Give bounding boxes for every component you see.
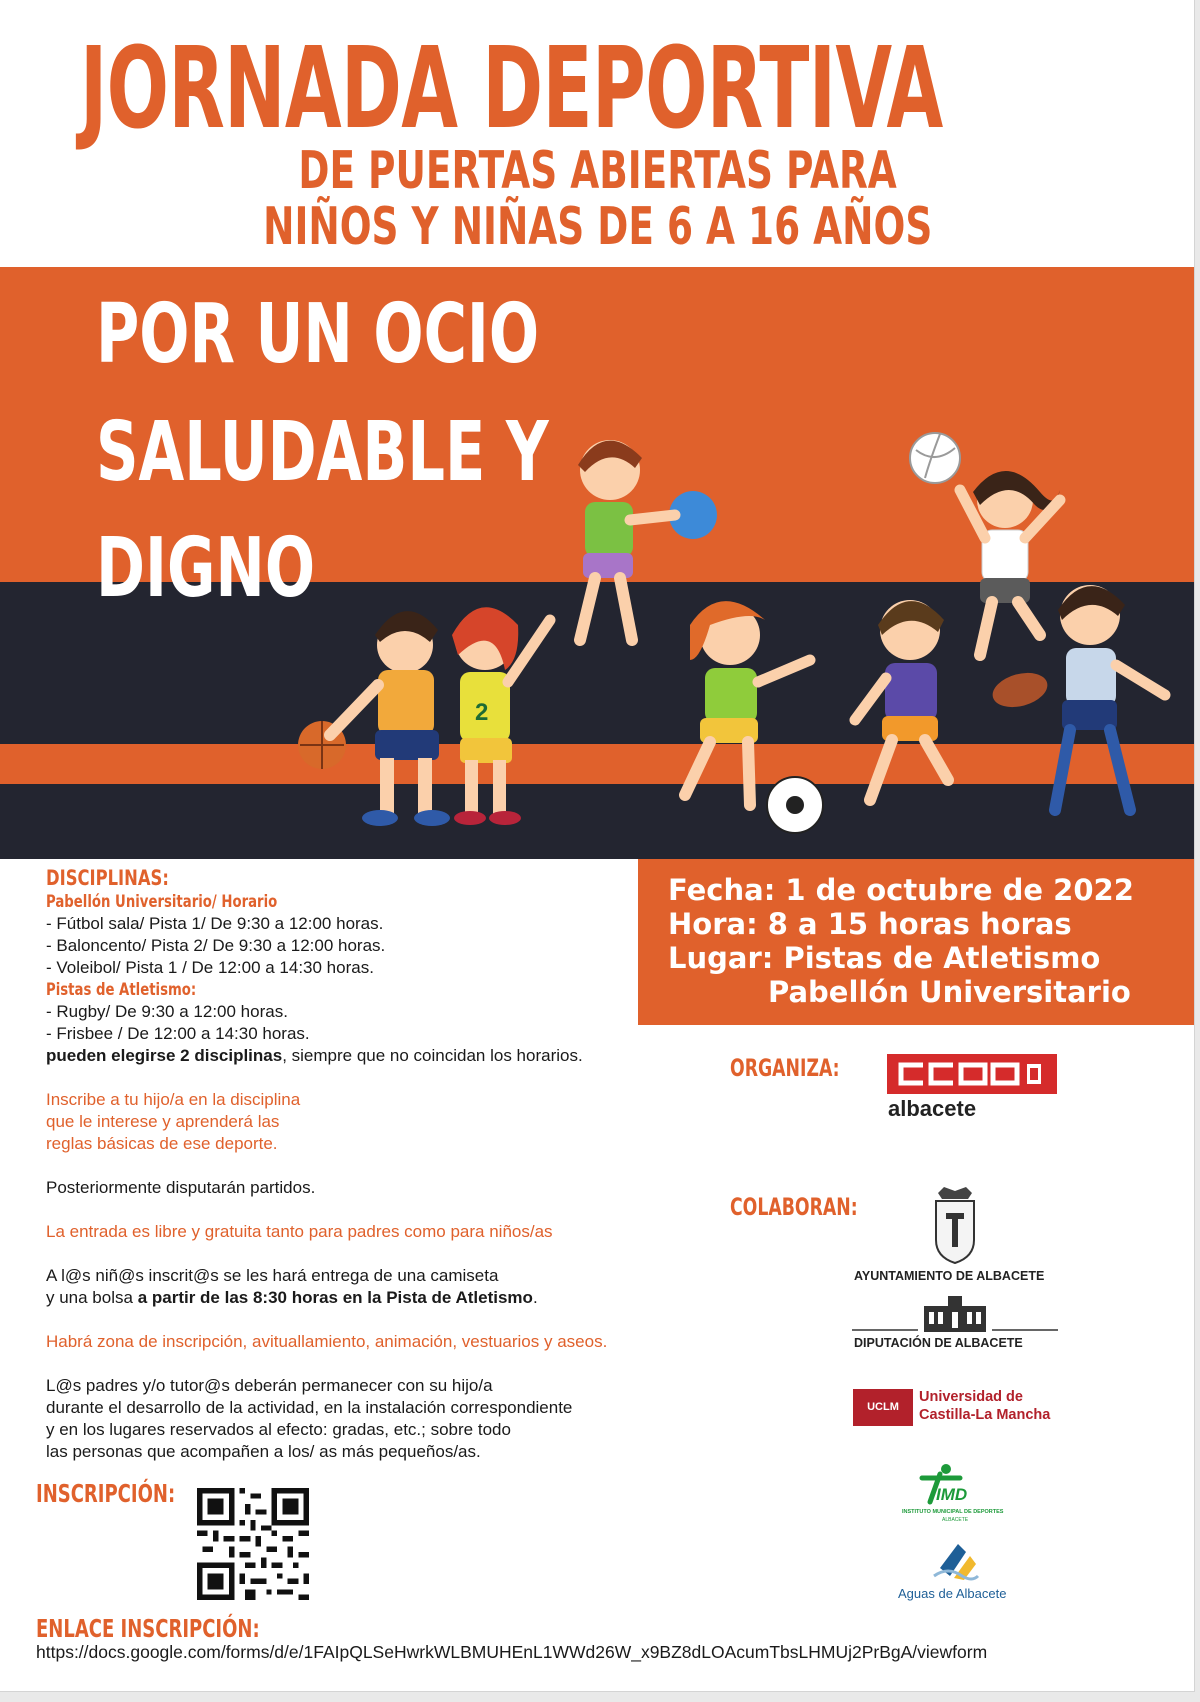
- event-info-box: [638, 859, 1195, 1025]
- disciplines-note: pueden elegirse 2 disciplinas, siempre que no coincidan los horarios.: [46, 1046, 583, 1065]
- posteriormente-text: Posteriormente disputarán partidos.: [46, 1178, 316, 1197]
- ccoo-logo-icon: [887, 1054, 1057, 1094]
- inscribe-line: Inscribe a tu hijo/a en la disciplina: [46, 1090, 301, 1109]
- ayuntamiento-label: AYUNTAMIENTO DE ALBACETE: [854, 1269, 1045, 1283]
- diputacion-label: DIPUTACIÓN DE ALBACETE: [854, 1336, 1023, 1350]
- inscribe-line: que le interese y aprenderá las: [46, 1112, 280, 1131]
- enlace-label: ENLACE INSCRIPCIÓN:: [36, 1614, 260, 1643]
- slogan-line-3: DIGNO: [96, 521, 316, 616]
- slogan-line-2: SALUDABLE Y: [96, 405, 549, 500]
- kid-red-hair-icon: [452, 607, 550, 825]
- pabellon-heading: Pabellón Universitario/ Horario: [46, 892, 278, 912]
- qr-code-icon[interactable]: [196, 1488, 310, 1600]
- discipline-item: - Frisbee / De 12:00 a 14:30 horas.: [46, 1024, 310, 1043]
- subtitle-line-1: DE PUERTAS ABIERTAS PARA: [298, 141, 897, 201]
- discipline-item: - Voleibol/ Pista 1 / De 12:00 a 14:30 horas.: [46, 958, 374, 977]
- event-date: Fecha: 1 de octubre de 2022: [668, 873, 1134, 907]
- ayuntamiento-shield-icon: [930, 1185, 980, 1265]
- discipline-item: - Rugby/ De 9:30 a 12:00 horas.: [46, 1002, 288, 1021]
- ccoo-subtitle: albacete: [888, 1096, 977, 1121]
- aguas-label: Aguas de Albacete: [898, 1586, 1007, 1601]
- uclm-logo: UCLM: [853, 1389, 913, 1426]
- imd-logo-icon: [900, 1462, 1010, 1524]
- colaboran-label: COLABORAN:: [730, 1193, 858, 1221]
- registration-link[interactable]: https://docs.google.com/forms/d/e/1FAIpQLSeHwrkWLBMUHEnL1WWd26W_x9BZ8dLOAcumTbsLHMUj2PrBgA/viewform: [36, 1642, 988, 1662]
- kids-sports-illustration: [280, 420, 1180, 840]
- kid-running-icon: [855, 600, 948, 800]
- diputacion-building-icon: [852, 1294, 1058, 1334]
- subtitle-line-2: NIÑOS Y NIÑAS DE 6 A 16 AÑOS: [262, 197, 933, 257]
- discipline-item: - Fútbol sala/ Pista 1/ De 9:30 a 12:00 horas.: [46, 914, 384, 933]
- camiseta-line: y una bolsa a partir de las 8:30 horas en la Pista de Atletismo.: [46, 1288, 538, 1307]
- details-column: [46, 867, 666, 1463]
- svg-text:2: 2: [475, 699, 489, 726]
- discipline-item: - Baloncento/ Pista 2/ De 9:30 a 12:00 horas.: [46, 936, 386, 955]
- padres-line: durante el desarrollo de la actividad, en la instalación correspondiente: [46, 1398, 573, 1417]
- event-time: Hora: 8 a 15 horas horas: [668, 907, 1072, 941]
- event-place-2: Pabellón Universitario: [768, 975, 1131, 1009]
- event-place: Lugar: Pistas de Atletismo: [668, 941, 1101, 975]
- inscribe-line: reglas básicas de ese deporte.: [46, 1134, 278, 1153]
- inscripcion-label: INSCRIPCIÓN:: [36, 1479, 176, 1508]
- svg-text:IMD: IMD: [936, 1485, 968, 1504]
- ccoo-logo: [887, 1054, 1057, 1094]
- kid-soccer-girl-icon: [685, 601, 823, 833]
- padres-line: L@s padres y/o tutor@s deberán permanecer con su hijo/a: [46, 1376, 493, 1395]
- slogan-line-1: POR UN OCIO: [96, 287, 540, 382]
- camiseta-line: A l@s niñ@s inscrit@s se les hará entrega de una camiseta: [46, 1266, 499, 1285]
- svg-text:ALBACETE: ALBACETE: [942, 1517, 969, 1523]
- disciplinas-heading: DISCIPLINAS:: [46, 866, 169, 890]
- svg-text:INSTITUTO MUNICIPAL DE DEPORTE: INSTITUTO MUNICIPAL DE DEPORTES: [902, 1509, 1004, 1515]
- zona-text: Habrá zona de inscripción, avituallamiento, animación, vestuarios y aseos.: [46, 1332, 608, 1351]
- padres-line: y en los lugares reservados al efecto: gradas, etc.; sobre todo: [46, 1420, 511, 1439]
- poster-title: JORNADA DEPORTIVA: [80, 24, 943, 154]
- kid-basketball-icon: [298, 611, 450, 826]
- aguas-logo-icon: [932, 1538, 980, 1582]
- kid-rugby-icon: [989, 585, 1165, 810]
- pistas-heading: Pistas de Atletismo:: [46, 980, 197, 1000]
- kid-jumping-icon: [578, 440, 717, 640]
- uclm-label: Universidad de Castilla-La Mancha: [919, 1389, 1051, 1423]
- entrada-text: La entrada es libre y gratuita tanto para padres como para niños/as: [46, 1222, 553, 1241]
- organiza-label: ORGANIZA:: [730, 1054, 840, 1082]
- padres-line: las personas que acompañen a los/ as más pequeños/as.: [46, 1442, 481, 1461]
